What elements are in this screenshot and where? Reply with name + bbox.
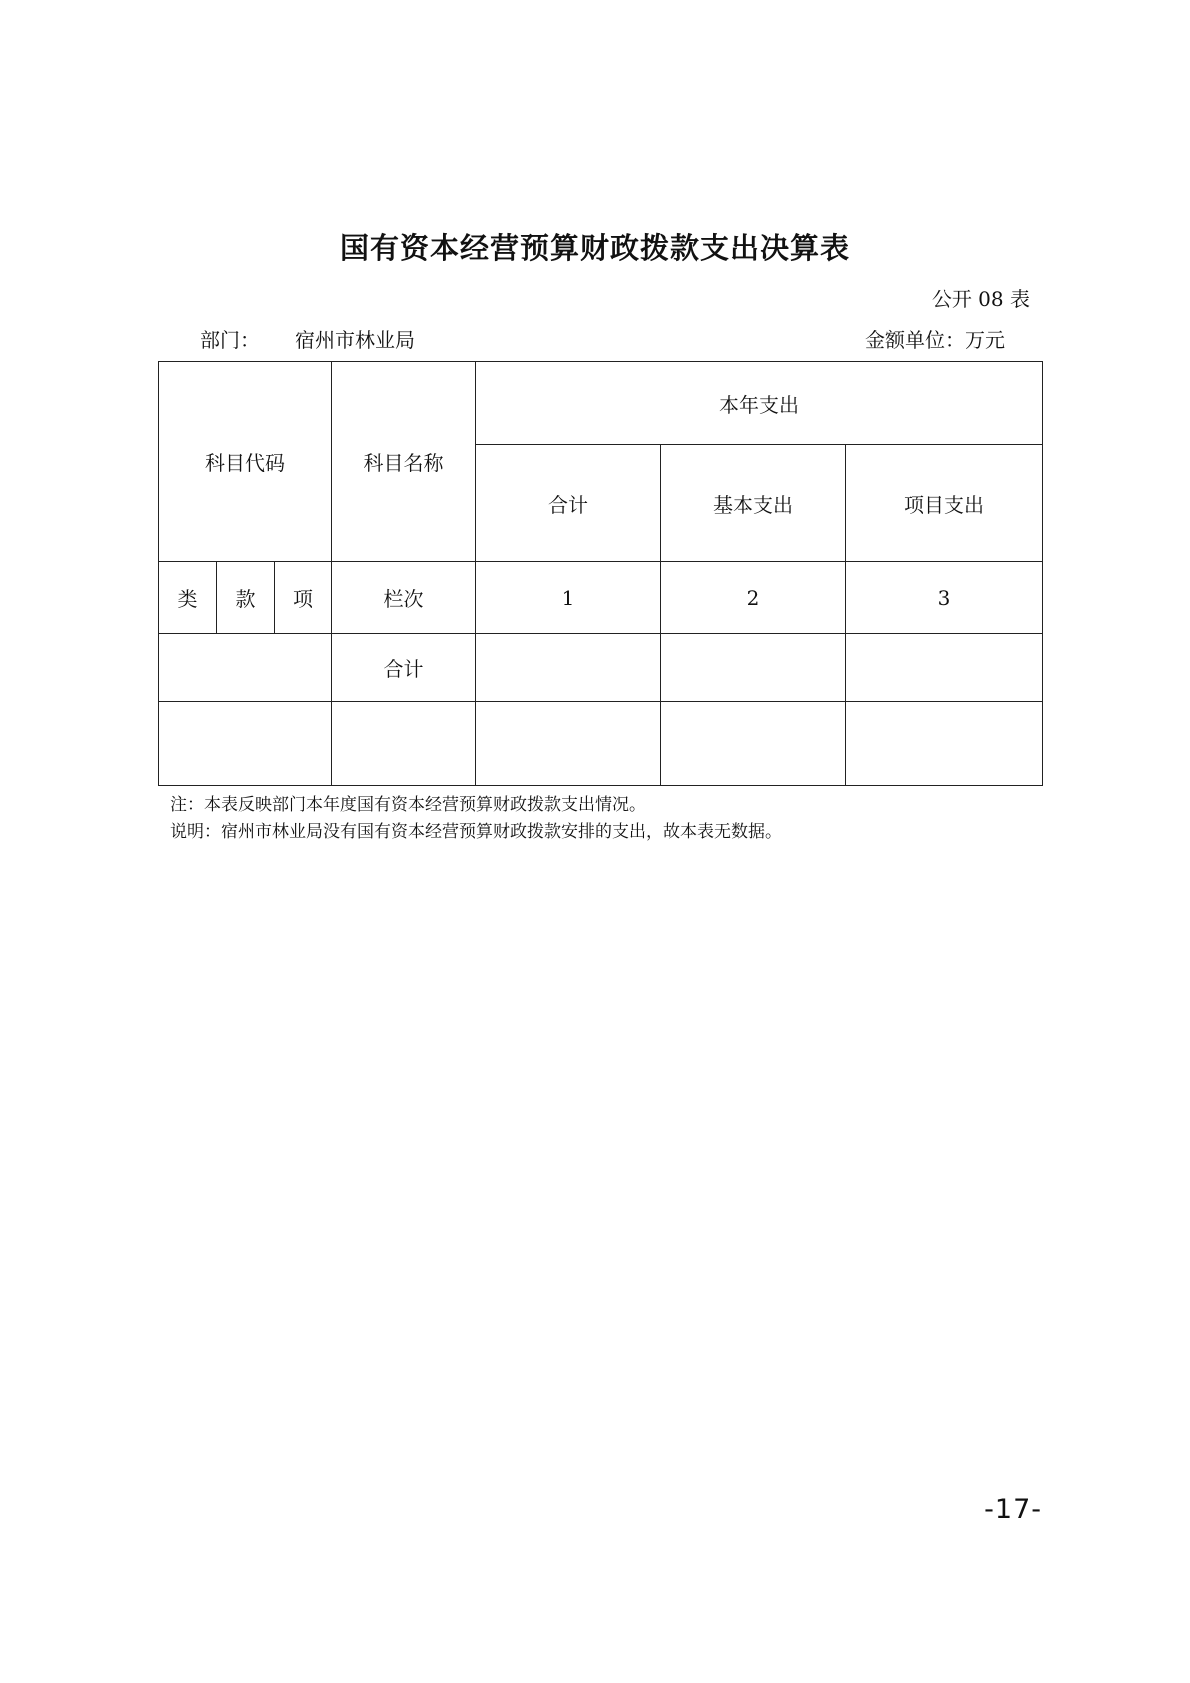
header-total: 合计	[476, 445, 661, 562]
sum-row	[159, 634, 1043, 702]
header-column-no: 栏次	[332, 562, 476, 634]
page-number: -17-	[984, 1494, 1042, 1525]
note-line: 注：本表反映部门本年度国有资本经营预算财政拨款支出情况。	[170, 795, 646, 815]
header-row-1	[159, 362, 1043, 445]
explanation-line: 说明：宿州市林业局没有国有资本经营预算财政拨款安排的支出，故本表无数据。	[170, 822, 782, 842]
empty-row-total	[476, 702, 661, 786]
column-no-2: 2	[661, 562, 846, 634]
header-section: 款	[217, 562, 275, 634]
header-basic: 基本支出	[661, 445, 846, 562]
empty-row-basic	[661, 702, 846, 786]
column-no-1: 1	[476, 562, 661, 634]
form-number: 公开 08 表	[931, 287, 1030, 311]
empty-row-project	[846, 702, 1043, 786]
header-project: 项目支出	[846, 445, 1043, 562]
document-title: 国有资本经营预算财政拨款支出决算表	[339, 231, 850, 265]
sum-row-project	[846, 634, 1043, 702]
amount-unit: 金额单位：万元	[865, 328, 1005, 352]
department-label: 部门：	[200, 328, 260, 352]
header-current-year: 本年支出	[476, 362, 1043, 445]
column-number-row	[159, 562, 1043, 634]
notes-block	[170, 792, 782, 846]
header-item: 项	[275, 562, 332, 634]
header-category: 类	[159, 562, 217, 634]
expenditure-table	[158, 361, 1043, 786]
empty-row-name	[332, 702, 476, 786]
department-value: 宿州市林业局	[295, 328, 415, 352]
empty-row-code	[159, 702, 332, 786]
empty-data-row	[159, 702, 1043, 786]
sum-row-total	[476, 634, 661, 702]
header-subject-code: 科目代码	[159, 362, 332, 562]
sum-row-code	[159, 634, 332, 702]
header-subject-name: 科目名称	[332, 362, 476, 562]
sum-row-basic	[661, 634, 846, 702]
sum-row-label: 合计	[332, 634, 476, 702]
column-no-3: 3	[846, 562, 1043, 634]
